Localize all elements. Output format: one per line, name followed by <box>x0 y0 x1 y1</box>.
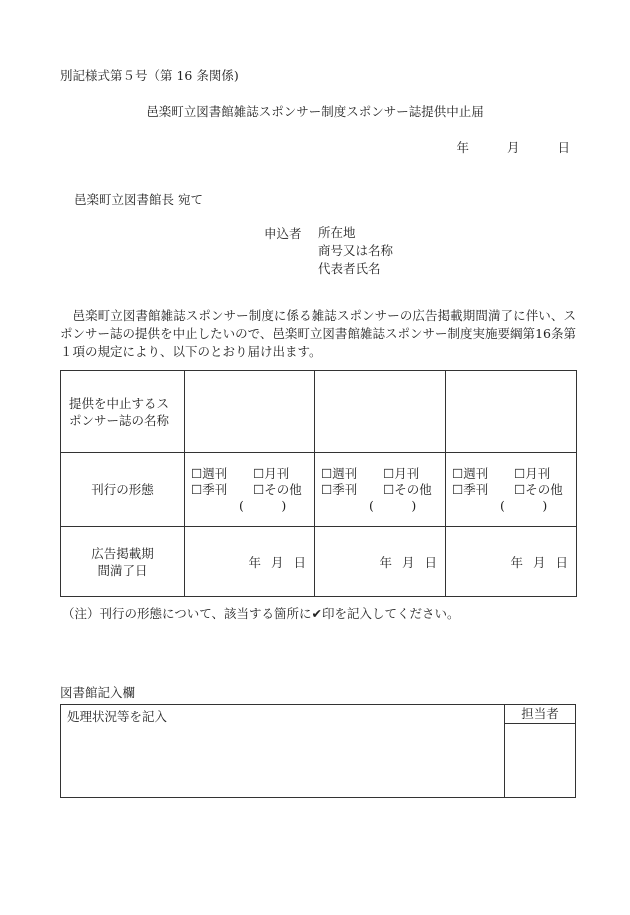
year-label: 年 <box>456 140 470 155</box>
processing-status-label: 処理状況等を記入 <box>67 709 168 724</box>
day-label: 日 <box>424 554 437 570</box>
applicant-label: 申込者 <box>264 226 302 241</box>
body-text: 邑楽町立図書館雑誌スポンサー制度に係る雑誌スポンサーの広告掲載期間満了に伴い、スポンサー誌の提供を中止したいので、邑楽町立図書館雑誌スポンサー制度実施要綱第16条第１項の規定により、以下のとおり届け出ます。 <box>60 308 576 359</box>
expiry-date-label: 広告掲載期間満了日 <box>61 527 185 597</box>
form-number: 別記様式第５号（第 16 条関係) <box>60 68 239 83</box>
note-text-after: 印を記入してください。 <box>322 606 460 621</box>
year-label: 年 <box>510 554 523 570</box>
monthly-checkbox[interactable]: ☐月刊 <box>253 465 290 481</box>
other-blank[interactable]: ( ) <box>369 497 417 513</box>
applicant-address: 所在地 <box>318 225 356 240</box>
monthly-checkbox[interactable]: ☐月刊 <box>383 465 420 481</box>
format-options-1 <box>185 453 315 527</box>
month-label: 月 <box>270 554 284 570</box>
other-checkbox[interactable]: ☐その他 <box>514 481 563 497</box>
applicant-representative: 代表者氏名 <box>318 261 381 276</box>
year-label: 年 <box>379 554 392 570</box>
library-section-label: 図書館記入欄 <box>60 685 136 700</box>
magazine-table <box>60 370 577 597</box>
publication-format-label: 刊行の形態 <box>61 453 185 527</box>
format-options-3 <box>446 453 577 527</box>
table-row-format <box>61 453 577 527</box>
month-label: 月 <box>532 554 546 570</box>
quarterly-checkbox[interactable]: ☐季刊 <box>452 481 489 497</box>
weekly-checkbox[interactable]: ☐週刊 <box>191 465 228 481</box>
magazine-name-cell-1[interactable] <box>185 371 315 453</box>
checkmark-icon: ✔ <box>311 606 322 621</box>
expiry-date-cell-2[interactable] <box>315 527 446 597</box>
quarterly-checkbox[interactable]: ☐季刊 <box>321 481 358 497</box>
applicant-company: 商号又は名称 <box>318 243 394 258</box>
day-label: 日 <box>557 140 570 155</box>
other-checkbox[interactable]: ☐その他 <box>253 481 302 497</box>
table-row-expiry <box>61 527 577 597</box>
year-label: 年 <box>248 554 261 570</box>
month-label: 月 <box>507 140 520 155</box>
format-options-2 <box>315 453 446 527</box>
day-label: 日 <box>293 554 306 570</box>
quarterly-checkbox[interactable]: ☐季刊 <box>191 481 228 497</box>
other-blank[interactable]: ( ) <box>239 497 287 513</box>
day-label: 日 <box>555 554 568 570</box>
weekly-checkbox[interactable]: ☐週刊 <box>321 465 358 481</box>
submission-date <box>457 138 570 156</box>
magazine-name-cell-2[interactable] <box>315 371 446 453</box>
month-label: 月 <box>401 554 415 570</box>
expiry-date-cell-3[interactable] <box>446 527 577 597</box>
weekly-checkbox[interactable]: ☐週刊 <box>452 465 489 481</box>
monthly-checkbox[interactable]: ☐月刊 <box>514 465 551 481</box>
expiry-date-cell-1[interactable] <box>185 527 315 597</box>
magazine-name-label: 提供を中止するスポンサー誌の名称 <box>61 371 185 453</box>
applicant-fields <box>318 224 393 278</box>
staff-column <box>504 705 575 797</box>
other-blank[interactable]: ( ) <box>500 497 548 513</box>
library-entry-box <box>60 704 576 798</box>
addressee: 邑楽町立図書館長 宛て <box>74 192 203 207</box>
table-row-name <box>61 371 577 453</box>
document-title: 邑楽町立図書館雑誌スポンサー制度スポンサー誌提供中止届 <box>146 104 484 119</box>
staff-label: 担当者 <box>505 705 575 724</box>
note-text-before: （注）刊行の形態について、該当する箇所に <box>62 606 312 621</box>
other-checkbox[interactable]: ☐その他 <box>383 481 432 497</box>
note <box>62 604 460 622</box>
magazine-name-cell-3[interactable] <box>446 371 577 453</box>
